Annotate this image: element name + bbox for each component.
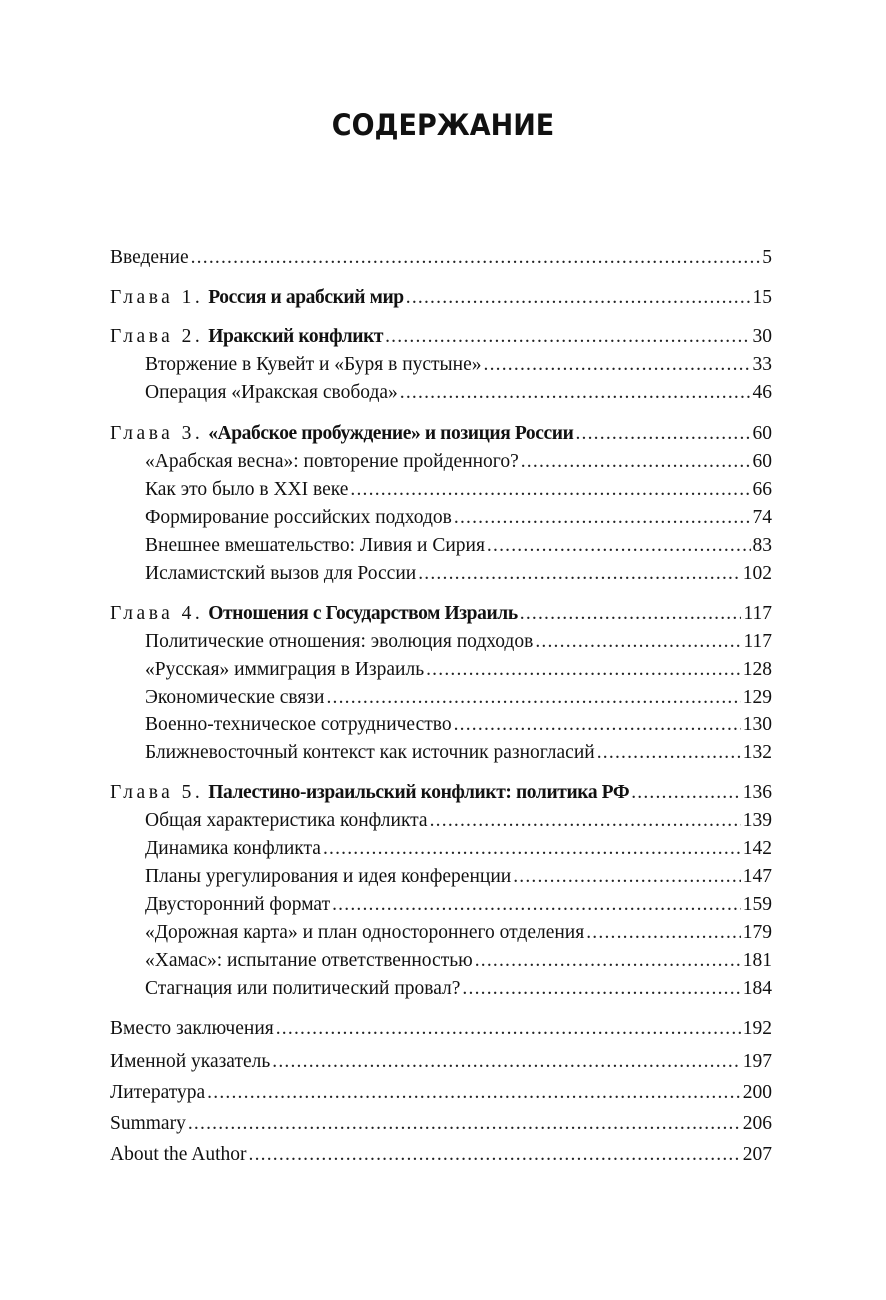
toc-page-number: 142 (742, 838, 772, 859)
dot-leader (249, 1141, 741, 1169)
toc-entry-label: Планы урегулирования и идея конференции (145, 866, 512, 887)
chapter-title: Палестино-израильский конфликт: политика РФ (208, 782, 630, 803)
toc-section[interactable] (145, 863, 772, 891)
dot-leader (400, 379, 751, 407)
toc-entry-label: «Дорожная карта» и план одностороннего отделения (145, 922, 585, 943)
toc-entry-introduction[interactable] (110, 244, 772, 272)
toc-page-number: 192 (742, 1018, 772, 1039)
toc-page-number: 15 (752, 287, 772, 308)
chapter-prefix: Глава 3. (110, 423, 204, 444)
toc-page-number: 5 (762, 247, 772, 268)
toc-entry-label: About the Author (110, 1144, 247, 1165)
toc-entry-label: Двусторонний формат (145, 894, 331, 915)
toc-page-number: 207 (742, 1144, 772, 1165)
toc-entry-label: Вместо заключения (110, 1018, 274, 1039)
chapter-prefix: Глава 5. (110, 782, 204, 803)
toc-section[interactable] (145, 835, 772, 863)
dot-leader (487, 532, 751, 560)
toc-entry-conclusion[interactable] (110, 1015, 772, 1043)
toc-section[interactable] (145, 379, 772, 407)
toc-entry-label: Формирование российских подходов (145, 507, 452, 528)
toc-page-number: 33 (752, 354, 772, 375)
toc-entry-label: «Русская» иммиграция в Израиль (145, 659, 425, 680)
toc-entry-label: Политические отношения: эволюция подходов (145, 631, 534, 652)
toc-chapter-3[interactable] (110, 420, 772, 448)
toc-page-number: 200 (742, 1082, 772, 1103)
dot-leader (454, 504, 751, 532)
dot-leader (272, 1048, 741, 1076)
dot-leader (521, 448, 751, 476)
toc-entry-label: Исламистский вызов для России (145, 563, 417, 584)
chapter-prefix: Глава 4. (110, 603, 204, 624)
toc-chapter-5[interactable] (110, 779, 772, 807)
toc-section[interactable] (145, 560, 772, 588)
toc-section[interactable] (145, 628, 772, 656)
toc-section[interactable] (145, 448, 772, 476)
toc-page-number: 147 (742, 866, 772, 887)
dot-leader (406, 284, 751, 312)
dot-leader (326, 684, 740, 712)
chapter-title: Иракский конфликт (208, 326, 384, 347)
toc-page-number: 139 (742, 810, 772, 831)
toc-page-number: 129 (742, 687, 772, 708)
toc-chapter-1[interactable] (110, 284, 772, 312)
toc-section[interactable] (145, 351, 772, 379)
toc-section[interactable] (145, 504, 772, 532)
toc-page-number: 83 (752, 535, 772, 556)
toc-entry-label: Литература (110, 1082, 206, 1103)
toc-entry-label: Как это было в XXI веке (145, 479, 349, 500)
toc-section[interactable] (145, 656, 772, 684)
dot-leader (475, 947, 741, 975)
dot-leader (513, 863, 741, 891)
toc-page-number: 102 (742, 563, 772, 584)
dot-leader (188, 1110, 741, 1138)
dot-leader (520, 600, 742, 628)
toc-section[interactable] (145, 891, 772, 919)
toc-page-number: 66 (752, 479, 772, 500)
toc-entry-label: Операция «Иракская свобода» (145, 382, 398, 403)
toc-section[interactable] (145, 532, 772, 560)
toc-entry-summary[interactable] (110, 1110, 772, 1138)
toc-entry-name-index[interactable] (110, 1048, 772, 1076)
toc-page-number: 128 (742, 659, 772, 680)
dot-leader (207, 1079, 741, 1107)
dot-leader (586, 919, 741, 947)
chapter-title: «Арабское пробуждение» и позиция России (208, 423, 574, 444)
toc-page-number: 60 (752, 451, 772, 472)
toc-chapter-4[interactable] (110, 600, 772, 628)
dot-leader (484, 351, 751, 379)
toc-page-number: 181 (742, 950, 772, 971)
toc-page-number: 184 (742, 978, 772, 999)
dot-leader (462, 975, 740, 1003)
toc-section[interactable] (145, 476, 772, 504)
toc-entry-label: Общая характеристика конфликта (145, 810, 428, 831)
toc-entry-label: Именной указатель (110, 1051, 271, 1072)
toc-page-number: 46 (752, 382, 772, 403)
toc-chapter-2[interactable] (110, 323, 772, 351)
dot-leader (323, 835, 741, 863)
toc-section[interactable] (145, 684, 772, 712)
dot-leader (350, 476, 750, 504)
toc-entry-label: Ближневосточный контекст как источник разногласий (145, 742, 595, 763)
dot-leader (418, 560, 741, 588)
toc-section[interactable] (145, 975, 772, 1003)
toc-page-number: 60 (752, 423, 772, 444)
toc-entry-about-author[interactable] (110, 1141, 772, 1169)
toc-entry-label: Стагнация или политический провал? (145, 978, 461, 999)
toc-entry-label: Введение (110, 247, 189, 268)
dot-leader (191, 244, 761, 272)
toc-entry-label: Экономические связи (145, 687, 325, 708)
dot-leader (276, 1015, 741, 1043)
toc-entry-label: «Хамас»: испытание ответственностью (145, 950, 473, 971)
toc-section[interactable] (145, 711, 772, 739)
chapter-prefix: Глава 2. (110, 326, 204, 347)
page-title: СОДЕРЖАНИЕ (331, 108, 555, 142)
chapter-title: Россия и арабский мир (208, 287, 404, 308)
toc-page-number: 30 (752, 326, 772, 347)
toc-section[interactable] (145, 739, 772, 767)
toc-page-number: 179 (742, 922, 772, 943)
dot-leader (430, 807, 741, 835)
toc-section[interactable] (145, 807, 772, 835)
dot-leader (575, 420, 750, 448)
toc-entry-label: Summary (110, 1113, 186, 1134)
toc-page-number: 74 (752, 507, 772, 528)
dot-leader (535, 628, 741, 656)
toc-section[interactable] (145, 919, 772, 947)
toc-page-number: 130 (742, 714, 772, 735)
toc-page-number: 132 (742, 742, 772, 763)
dot-leader (385, 323, 750, 351)
toc-page-number: 117 (743, 631, 772, 652)
toc-entry-label: «Арабская весна»: повторение пройденного? (145, 451, 519, 472)
toc-section[interactable] (145, 947, 772, 975)
toc-entry-label: Вторжение в Кувейт и «Буря в пустыне» (145, 354, 482, 375)
chapter-title: Отношения с Государством Израиль (208, 603, 518, 624)
toc-entry-label: Внешнее вмешательство: Ливия и Сирия (145, 535, 485, 556)
dot-leader (597, 739, 741, 767)
toc-page-number: 159 (742, 894, 772, 915)
dot-leader (631, 779, 741, 807)
chapter-prefix: Глава 1. (110, 287, 204, 308)
dot-leader (426, 656, 741, 684)
toc-page-number: 197 (742, 1051, 772, 1072)
toc-page-number: 117 (743, 603, 772, 624)
dot-leader (332, 891, 741, 919)
toc-entry-label: Динамика конфликта (145, 838, 321, 859)
toc-entry-literature[interactable] (110, 1079, 772, 1107)
toc-page-number: 136 (742, 782, 772, 803)
toc-page-number: 206 (742, 1113, 772, 1134)
toc-entry-label: Военно-техническое сотрудничество (145, 714, 452, 735)
dot-leader (454, 711, 741, 739)
